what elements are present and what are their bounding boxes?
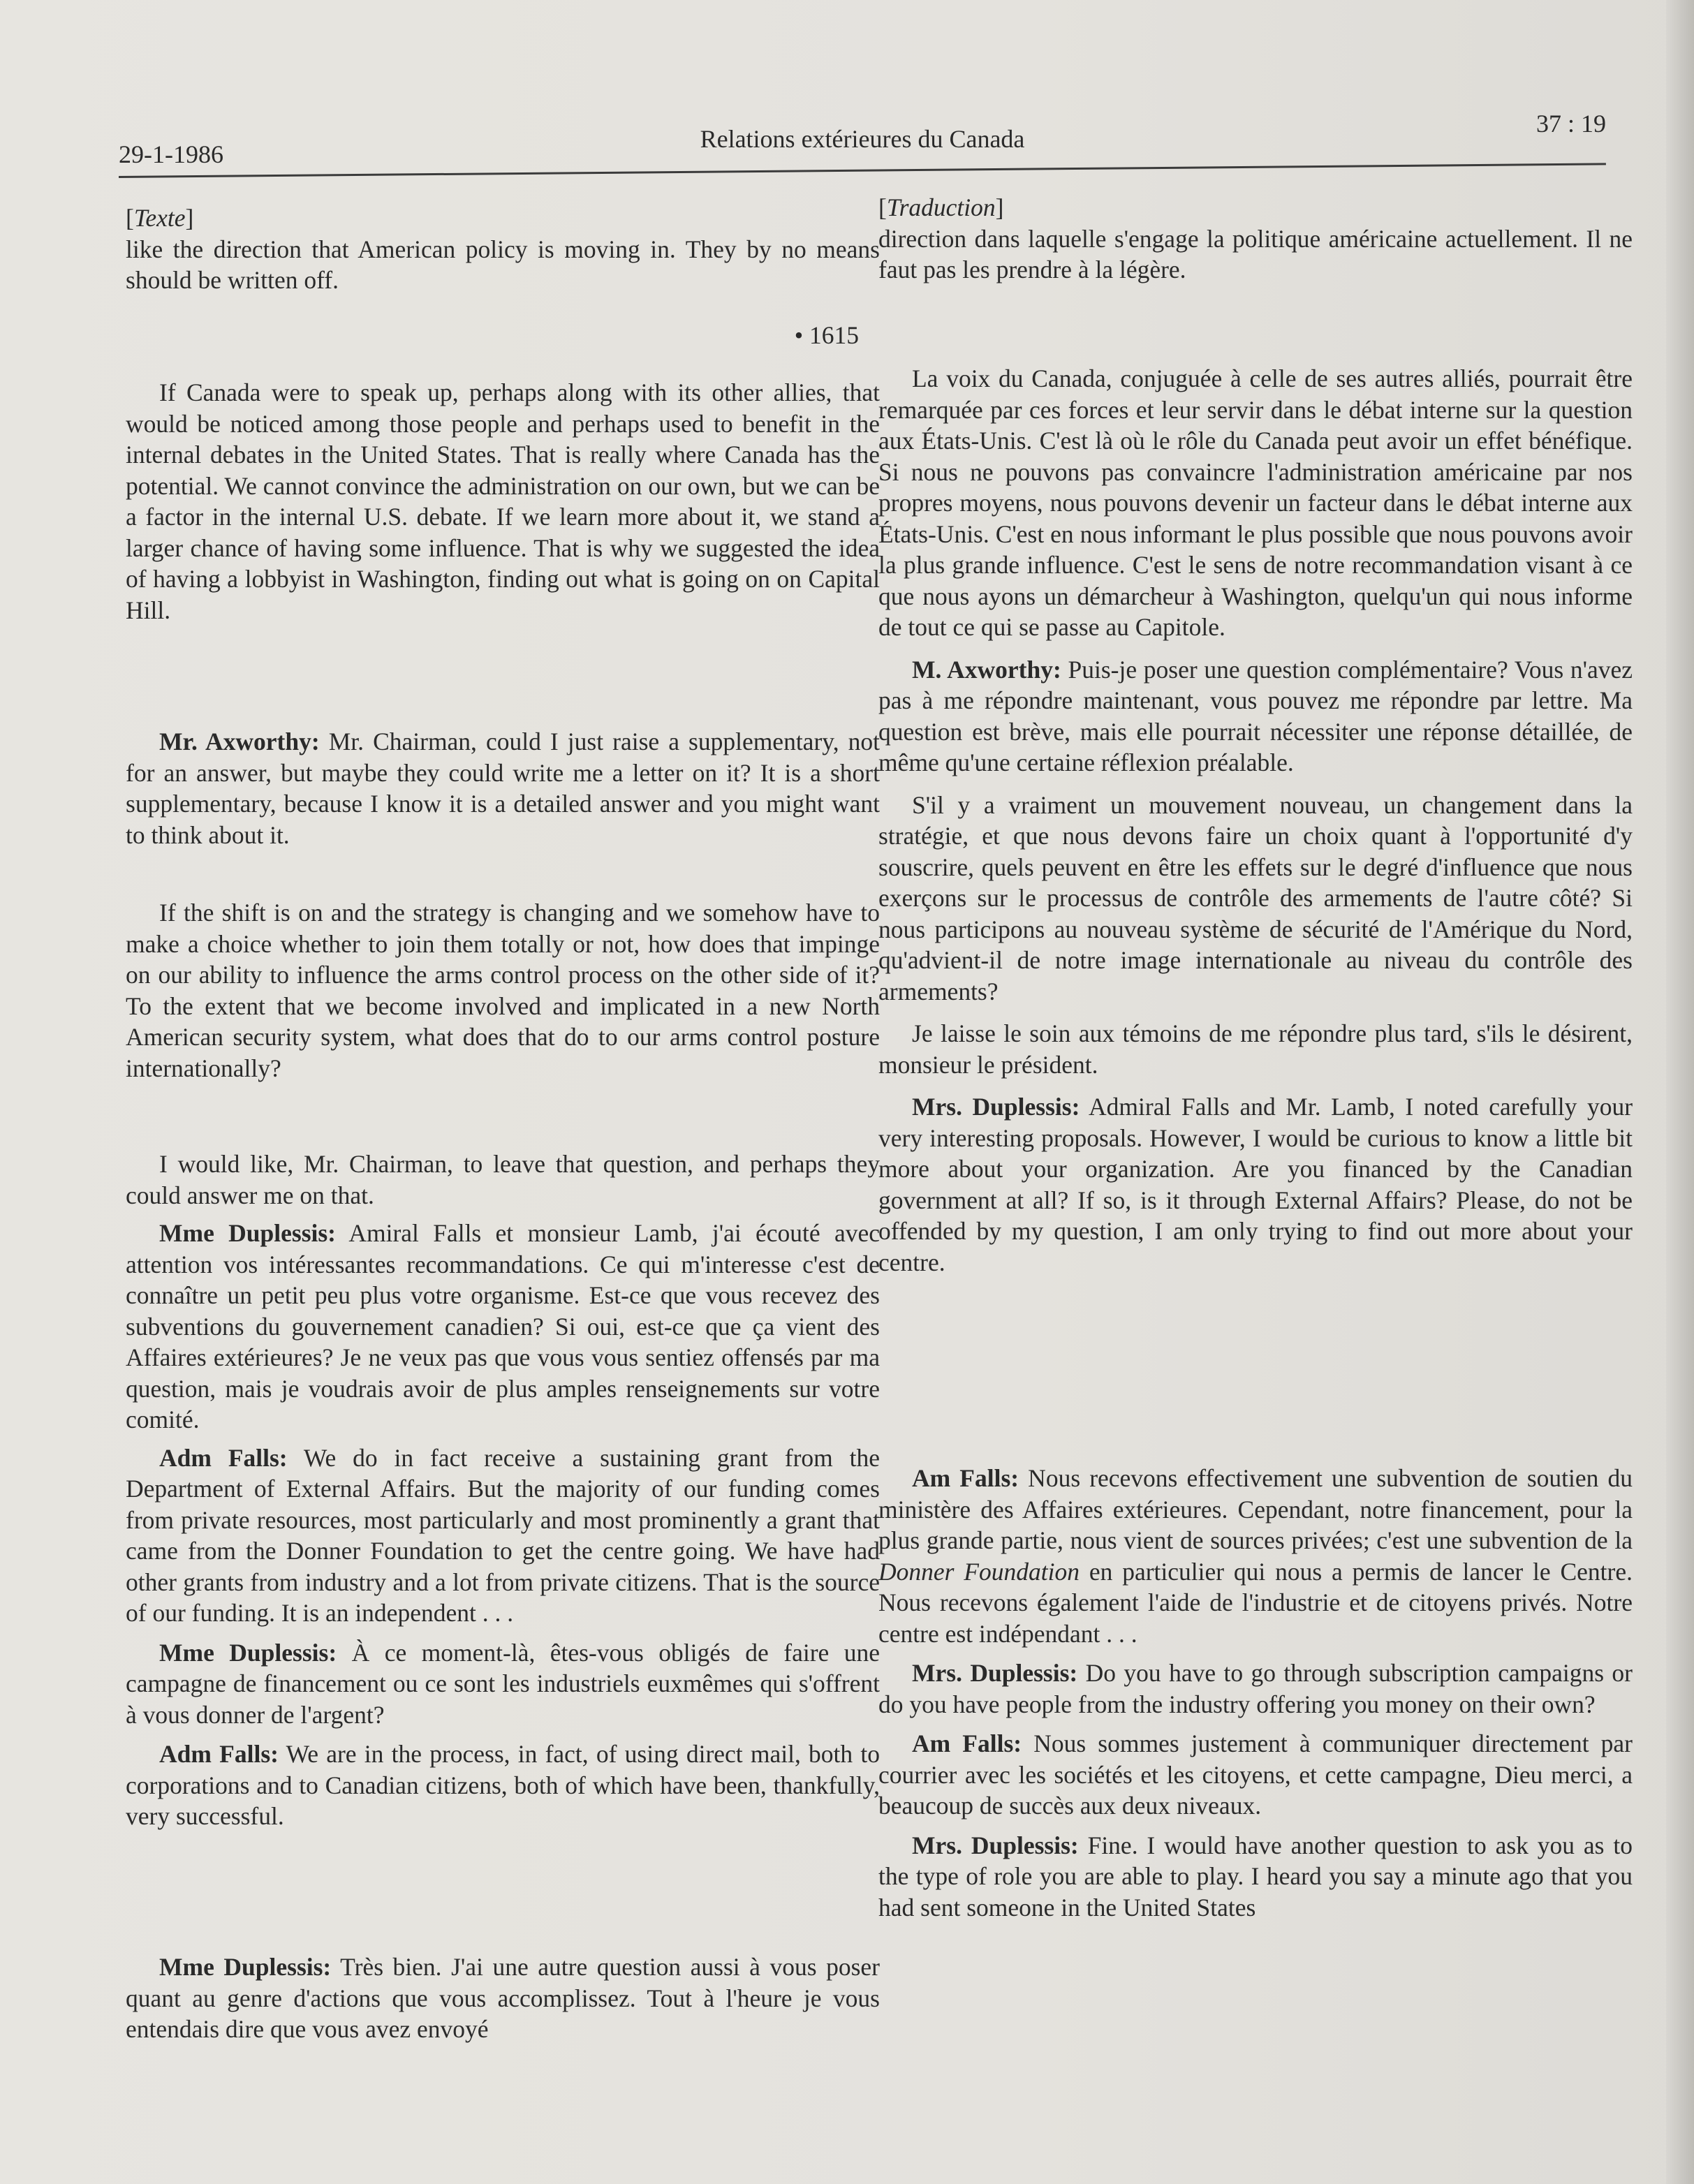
speech-text: À ce moment-là, êtes-vous obligés de faire une campagne de financement ou ce sont les industriels euxmêmes qui s'offrent à vous donner de l'argent? <box>126 1638 880 1729</box>
left-paragraph-4: I would like, Mr. Chairman, to leave that question, and perhaps they could answer me on that. <box>126 1150 880 1209</box>
left-block-3 <box>126 726 880 850</box>
left-tag-label: Texte <box>133 204 186 232</box>
left-block-4 <box>126 897 880 1084</box>
left-speech-5 <box>126 1739 880 1832</box>
left-tag: [Texte] like the direction that American policy is moving in. They by no means should be written off. <box>126 202 880 296</box>
left-speech-1 <box>126 726 880 850</box>
speaker-name: Mrs. Duplessis: <box>912 1093 1080 1121</box>
time-stamp: • 1615 <box>794 321 859 349</box>
speech-text: We do in fact receive a sustaining grant from the Department of External Affairs. But the majority of our funding comes from private resources, most particularly and most prominently a grant that came from the Donner Foundation to get the centre going. We have had other grants from industry and a lot from private citizens. That is the source of our funding. It is an independent . . . <box>126 1443 881 1627</box>
left-block-2 <box>126 377 880 626</box>
speaker-name: Adm Falls: <box>159 1740 279 1768</box>
left-speech-4 <box>126 1637 880 1731</box>
right-paragraph-1: direction dans laquelle s'engage la politique américaine actuellement. Il ne faut pas les prendre à la légère. <box>878 224 1633 283</box>
speech-text: We are in the process, in fact, of using direct mail, both to corporations and to Canadian citizens, both of which have been, thankfully, very successful. <box>126 1740 881 1830</box>
left-paragraph-1: like the direction that American policy is moving in. They by no means should be written off. <box>126 235 880 294</box>
left-block-5 <box>126 1149 880 1832</box>
right-paragraph-4: Je laisse le soin aux témoins de me répondre plus tard, s'ils le désirent, monsieur le président. <box>878 1019 1633 1079</box>
header-page-number: 37 : 19 <box>1535 110 1606 138</box>
header-rule <box>119 163 1606 178</box>
right-tag: [Traduction] direction dans laquelle s'engage la politique américaine actuellement. Il ne faut pas les prendre à la légère. <box>878 192 1633 286</box>
speech-text-emphasis: Donner Foundation <box>878 1557 1080 1586</box>
speaker-name: Mme Duplessis: <box>159 1219 337 1247</box>
speaker-name: Mr. Axworthy: <box>159 728 320 755</box>
time-stamp-block <box>126 320 880 351</box>
speech-text: Puis-je poser une question complémentaire? Vous n'avez pas à me répondre maintenant, vous pouvez me répondre par lettre. Ma question est brève, mais elle pourrait nécessiter une réponse détaillée, de même qu'une certaine réflexion préalable. <box>878 655 1633 776</box>
speech-text: Admiral Falls and Mr. Lamb, I noted carefully your very interesting proposals. However, I would be curious to know a little bit more about your organization. Are you financed by the Canadian government at all? If so, is it through External Affairs? Please, do not be offended by my question, I am only trying to find out more about your centre. <box>878 1093 1633 1276</box>
right-speech-3 <box>878 1463 1633 1649</box>
right-paragraph-2: La voix du Canada, conjuguée à celle de ses autres alliés, pourrait être remarquée par ces forces et leur servir dans le débat interne sur la question aux États-Unis. C'est là où le rôle du Canada peut avoir un effet bénéfique. Si nous ne pouvons pas convaincre l'administration américaine par nos propres moyens, nous pouvons devenir un facteur dans le débat interne aux États-Unis. C'est en nous informant le plus possible que nous pouvons avoir la plus grande influence. C'est le sens de notre recommandation visant à ce que nous ayons un démarcheur à Washington, quelqu'un qui nous informe de tout ce qui se passe au Capitole. <box>878 364 1633 641</box>
left-block-6 <box>126 1951 880 2045</box>
speech-text: Très bien. J'ai une autre question aussi à vous poser quant au genre d'actions que vous accomplissez. Tout à l'heure je vous entendais dire que vous avez envoyé <box>126 1953 880 2043</box>
speaker-name: Mme Duplessis: <box>159 1638 337 1667</box>
right-block-3 <box>878 1463 1633 1923</box>
right-block-2 <box>878 363 1633 1278</box>
speaker-name: Mme Duplessis: <box>159 1953 332 1981</box>
speaker-name: Am Falls: <box>912 1464 1019 1492</box>
speech-text: Nous sommes justement à communiquer directement par courrier avec les sociétés et les citoyens, et cette campagne, Dieu merci, a beaucoup de succès aux deux niveaux. <box>878 1729 1633 1820</box>
right-tag-label: Traduction <box>886 193 996 221</box>
right-speech-1 <box>878 654 1633 779</box>
left-paragraph-2: If Canada were to speak up, perhaps along with its other allies, that would be noticed among those people and perhaps used to benefit in the internal debates in the United States. That is really where Canada has the potential. We cannot convince the administration on our own, but we can be a factor in the internal U.S. debate. If we learn more about it, we stand a larger chance of having some influence. That is why we suggested the idea of having a lobbyist in Washington, finding out what is going on on Capital Hill. <box>126 378 880 624</box>
speech-text: Amiral Falls et monsieur Lamb, j'ai écouté avec attention vos intéressantes recommandations. Ce qui m'interesse c'est de connaître un petit peu plus votre organisme. Est-ce que vous recevez des subventions du gouvernement canadien? Si oui, est-ce que ça vient des Affaires extérieures? Je ne veux pas que vous vous sentiez offensés par ma question, mais je voudrais avoir de plus amples renseignements sur votre comité. <box>126 1219 880 1433</box>
header-title: Relations extérieures du Canada <box>700 125 1025 153</box>
right-speech-6 <box>878 1830 1633 1924</box>
speech-text: en particulier qui nous a permis de lancer le Centre. Nous recevons également l'aide de l'industrie et de citoyens privés. Notre centre est indépendant . . . <box>878 1557 1633 1648</box>
speaker-name: Mrs. Duplessis: <box>912 1659 1078 1687</box>
speaker-name: Adm Falls: <box>159 1443 288 1472</box>
header-date: 29-1-1986 <box>119 140 223 168</box>
speech-text: Mr. Chairman, could I just raise a supplementary, not for an answer, but maybe they could write me a letter on it? It is a short supplementary, because I know it is a detailed answer and you might want to think about it. <box>126 728 880 849</box>
right-speech-2 <box>878 1091 1633 1278</box>
left-speech-2 <box>126 1218 880 1436</box>
page-binding-edge <box>1666 0 1694 2184</box>
page-header <box>119 105 1606 182</box>
right-paragraph-3: S'il y a vraiment un mouvement nouveau, un changement dans la stratégie, et que nous devons faire un choix quant à l'opportunité d'y souscrire, quels peuvent en être les effets sur le degré d'influence que nous exerçons sur le processus de contrôle des armements de l'autre côté? Si nous participons au nouveau système de sécurité de l'Amérique du Nord, qu'advient-il de notre image internationale au niveau du contrôle des armements? <box>878 790 1633 1005</box>
right-speech-4 <box>878 1658 1633 1720</box>
speaker-name: Am Falls: <box>912 1729 1022 1757</box>
speech-text: Nous recevons effectivement une subvention de soutien du ministère des Affaires extérieures. Cependant, notre financement, pour la plus grande partie, nous vient de sources privées; c'est une subvention de la <box>878 1464 1633 1554</box>
right-speech-5 <box>878 1728 1633 1822</box>
left-paragraph-3: If the shift is on and the strategy is changing and we somehow have to make a choice whether to join them totally or not, how does that impinge on our ability to influence the arms control process on the other side of it? To the extent that we become involved and implicated in a new North American security system, what does that do to our arms control posture internationally? <box>126 899 880 1082</box>
speech-text: Fine. I would have another question to ask you as to the type of role you are able to play. I heard you say a minute ago that you had sent someone in the United States <box>878 1831 1633 1921</box>
speaker-name: Mrs. Duplessis: <box>912 1831 1079 1859</box>
left-speech-6 <box>126 1951 880 2045</box>
speaker-name: M. Axworthy: <box>912 655 1061 684</box>
speech-text: Do you have to go through subscription campaigns or do you have people from the industry offering you money on their own? <box>878 1659 1633 1718</box>
left-speech-3 <box>126 1443 880 1629</box>
